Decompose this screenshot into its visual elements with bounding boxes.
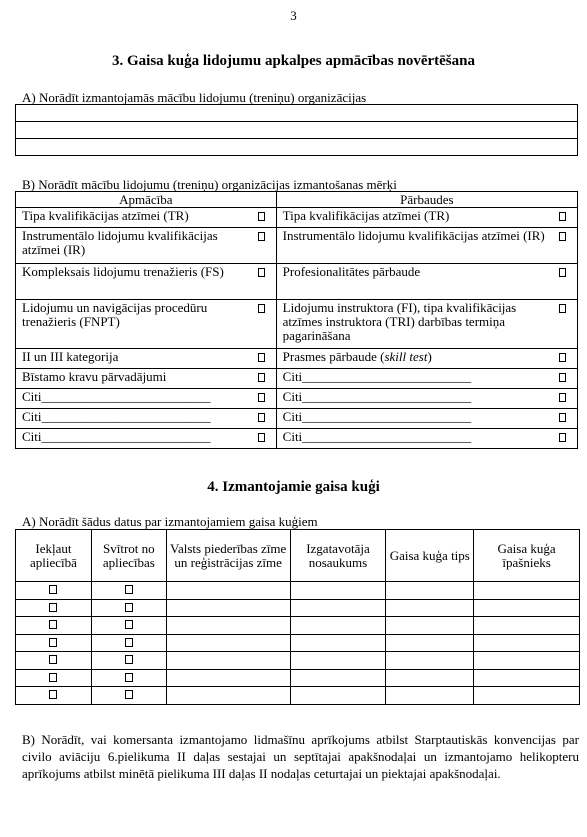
checkbox[interactable] — [258, 373, 265, 382]
page-number: 3 — [290, 8, 297, 23]
aircraft-col-header: Svītrot no apliecības — [91, 530, 166, 582]
checkbox[interactable] — [559, 413, 566, 422]
checkbox[interactable] — [258, 212, 265, 221]
remove-cell — [91, 652, 166, 670]
purpose-cell-left — [16, 208, 277, 228]
include-cell — [16, 652, 92, 670]
aircraft-data-cell[interactable] — [386, 652, 474, 670]
checkbox[interactable] — [258, 353, 265, 362]
checkbox[interactable] — [125, 655, 133, 664]
purpose-cell-right — [276, 369, 577, 389]
aircraft-table — [15, 529, 580, 705]
aircraft-data-cell[interactable] — [386, 669, 474, 687]
checkbox[interactable] — [559, 373, 566, 382]
purpose-label: II un III kategorija — [22, 349, 119, 364]
aircraft-data-cell[interactable] — [166, 582, 290, 600]
aircraft-data-cell[interactable] — [474, 687, 580, 705]
purpose-row — [16, 369, 578, 389]
purpose-cell-left — [16, 389, 277, 409]
aircraft-data-cell[interactable] — [386, 599, 474, 617]
purpose-label: Lidojumu un navigācijas procedūru trenažieris (FNPT) — [22, 300, 208, 329]
purpose-label: Citi__________________________ — [282, 369, 472, 384]
purpose-cell-right — [276, 208, 577, 228]
remove-cell — [91, 599, 166, 617]
aircraft-row — [16, 617, 580, 635]
checkbox[interactable] — [258, 433, 265, 442]
purpose-label: Citi__________________________ — [22, 389, 211, 404]
aircraft-col-header: Iekļaut apliecībā — [16, 530, 92, 582]
aircraft-col-header: Izgatavotāja nosaukums — [290, 530, 386, 582]
aircraft-row — [16, 599, 580, 617]
purpose-label-prefix: Prasmes pārbaude ( — [282, 349, 385, 364]
checkbox[interactable] — [258, 232, 265, 241]
checkbox[interactable] — [258, 413, 265, 422]
aircraft-data-cell[interactable] — [290, 669, 386, 687]
purpose-cell-left — [16, 300, 277, 349]
section3-b-label: B) Norādīt mācību lidojumu (treniņu) organizācijas izmantošanas mērķi — [22, 177, 397, 192]
purpose-row — [16, 349, 578, 369]
purpose-label-suffix: ) — [427, 349, 432, 364]
purpose-row — [16, 208, 578, 228]
col-header-training: Apmācība — [16, 192, 277, 208]
checkbox[interactable] — [49, 603, 57, 612]
purpose-table — [15, 191, 578, 449]
checkbox[interactable] — [49, 690, 57, 699]
aircraft-row — [16, 669, 580, 687]
section4-a-label: A) Norādīt šādus datus par izmantojamiem gaisa kuģiem — [22, 514, 318, 529]
purpose-label: Citi__________________________ — [22, 429, 211, 444]
organization-field-1[interactable] — [16, 105, 578, 122]
checkbox[interactable] — [559, 393, 566, 402]
purpose-label: Citi__________________________ — [282, 409, 472, 424]
remove-cell — [91, 634, 166, 652]
include-cell — [16, 687, 92, 705]
checkbox[interactable] — [125, 585, 133, 594]
purpose-label: Tipa kvalifikācijas atzīmei (TR) — [282, 208, 450, 223]
purpose-label: Tipa kvalifikācijas atzīmei (TR) — [22, 208, 189, 223]
checkbox[interactable] — [125, 620, 133, 629]
include-cell — [16, 582, 92, 600]
purpose-cell-right — [276, 228, 577, 264]
purpose-cell-left — [16, 349, 277, 369]
aircraft-data-cell[interactable] — [290, 634, 386, 652]
aircraft-data-cell[interactable] — [166, 669, 290, 687]
section3-a-label: A) Norādīt izmantojamās mācību lidojumu (treniņu) organizācijas — [22, 90, 367, 105]
checkbox[interactable] — [125, 603, 133, 612]
checkbox[interactable] — [559, 353, 566, 362]
section3-title: 3. Gaisa kuģa lidojumu apkalpes apmācības novērtēšana — [112, 53, 475, 69]
remove-cell — [91, 617, 166, 635]
purpose-cell-left — [16, 429, 277, 449]
checkbox[interactable] — [258, 393, 265, 402]
purpose-cell-right — [276, 429, 577, 449]
purpose-label: Citi__________________________ — [282, 429, 472, 444]
aircraft-data-cell[interactable] — [474, 652, 580, 670]
remove-cell — [91, 669, 166, 687]
checkbox[interactable] — [49, 620, 57, 629]
checkbox[interactable] — [125, 690, 133, 699]
aircraft-col-header: Valsts piederības zīme un reģistrācijas zīme — [166, 530, 290, 582]
include-cell — [16, 617, 92, 635]
section4-b-paragraph: B) Norādīt, vai komersanta izmantojamo lidmašīnu aprīkojums atbilst Starptautiskās konvencijas par civilo aviāciju 6.pielikuma II daļas sestajai un septītajai apakšnodaļai un izmantojamo helikopteru aprīkojums atbilst minētā pielikuma III daļas II nodaļas ceturtajai un piektajai apakšnodaļai. — [22, 732, 579, 781]
purpose-label: Instrumentālo lidojumu kvalifikācijas atzīmei (IR) — [22, 228, 218, 257]
col-header-checks: Pārbaudes — [276, 192, 577, 208]
checkbox[interactable] — [49, 673, 57, 682]
aircraft-data-cell[interactable] — [290, 582, 386, 600]
purpose-cell-right — [276, 389, 577, 409]
purpose-cell-left — [16, 264, 277, 300]
purpose-cell-right — [276, 264, 577, 300]
purpose-label: Kompleksais lidojumu trenažieris (FS) — [22, 264, 224, 279]
organization-field-2[interactable] — [16, 122, 578, 139]
remove-cell — [91, 582, 166, 600]
aircraft-data-cell[interactable] — [166, 599, 290, 617]
purpose-label: Instrumentālo lidojumu kvalifikācijas atzīmei (IR) — [282, 228, 545, 243]
aircraft-data-cell[interactable] — [386, 582, 474, 600]
include-cell — [16, 634, 92, 652]
aircraft-data-cell[interactable] — [290, 652, 386, 670]
checkbox[interactable] — [125, 673, 133, 682]
aircraft-data-cell[interactable] — [290, 599, 386, 617]
organizations-table — [15, 104, 578, 156]
checkbox[interactable] — [559, 212, 566, 221]
checkbox[interactable] — [258, 268, 265, 277]
checkbox[interactable] — [49, 655, 57, 664]
purpose-row — [16, 264, 578, 300]
checkbox[interactable] — [49, 585, 57, 594]
checkbox[interactable] — [258, 304, 265, 313]
purpose-cell-left — [16, 228, 277, 264]
aircraft-row — [16, 582, 580, 600]
aircraft-data-cell[interactable] — [474, 634, 580, 652]
checkbox[interactable] — [49, 638, 57, 647]
aircraft-row — [16, 634, 580, 652]
purpose-row — [16, 429, 578, 449]
include-cell — [16, 599, 92, 617]
aircraft-row — [16, 687, 580, 705]
purpose-label — [283, 350, 575, 364]
section4-title: 4. Izmantojamie gaisa kuģi — [207, 479, 380, 495]
include-cell — [16, 669, 92, 687]
purpose-label: Citi__________________________ — [282, 389, 472, 404]
checkbox[interactable] — [125, 638, 133, 647]
aircraft-data-cell[interactable] — [166, 687, 290, 705]
purpose-label: Citi__________________________ — [22, 409, 211, 424]
checkbox[interactable] — [559, 232, 566, 241]
checkbox[interactable] — [559, 268, 566, 277]
remove-cell — [91, 687, 166, 705]
aircraft-col-header: Gaisa kuģa tips — [386, 530, 474, 582]
aircraft-data-cell[interactable] — [386, 687, 474, 705]
purpose-cell-right — [276, 349, 577, 369]
purpose-row — [16, 409, 578, 429]
purpose-row — [16, 300, 578, 349]
purpose-cell-right — [276, 300, 577, 349]
purpose-row — [16, 228, 578, 264]
aircraft-data-cell[interactable] — [166, 652, 290, 670]
aircraft-data-cell[interactable] — [290, 687, 386, 705]
aircraft-data-cell[interactable] — [290, 617, 386, 635]
aircraft-data-cell[interactable] — [166, 617, 290, 635]
purpose-label: Lidojumu instruktora (FI), tipa kvalifikācijas atzīmes instruktora (TRI) darbības termiņa pagarināšana — [282, 300, 517, 343]
purpose-cell-left — [16, 369, 277, 389]
purpose-label: Profesionalitātes pārbaude — [282, 264, 421, 279]
purpose-cell-right — [276, 409, 577, 429]
purpose-cell-left — [16, 409, 277, 429]
checkbox[interactable] — [559, 304, 566, 313]
aircraft-data-cell[interactable] — [474, 669, 580, 687]
checkbox[interactable] — [559, 433, 566, 442]
aircraft-data-cell[interactable] — [166, 634, 290, 652]
purpose-row — [16, 389, 578, 409]
aircraft-data-cell[interactable] — [474, 582, 580, 600]
aircraft-col-header: Gaisa kuģa īpašnieks — [474, 530, 580, 582]
aircraft-data-cell[interactable] — [386, 617, 474, 635]
purpose-label: Bīstamo kravu pārvadājumi — [22, 369, 167, 384]
purpose-label-italic: skill test — [384, 349, 428, 364]
organization-field-3[interactable] — [16, 139, 578, 156]
aircraft-data-cell[interactable] — [386, 634, 474, 652]
aircraft-row — [16, 652, 580, 670]
aircraft-data-cell[interactable] — [474, 617, 580, 635]
aircraft-data-cell[interactable] — [474, 599, 580, 617]
